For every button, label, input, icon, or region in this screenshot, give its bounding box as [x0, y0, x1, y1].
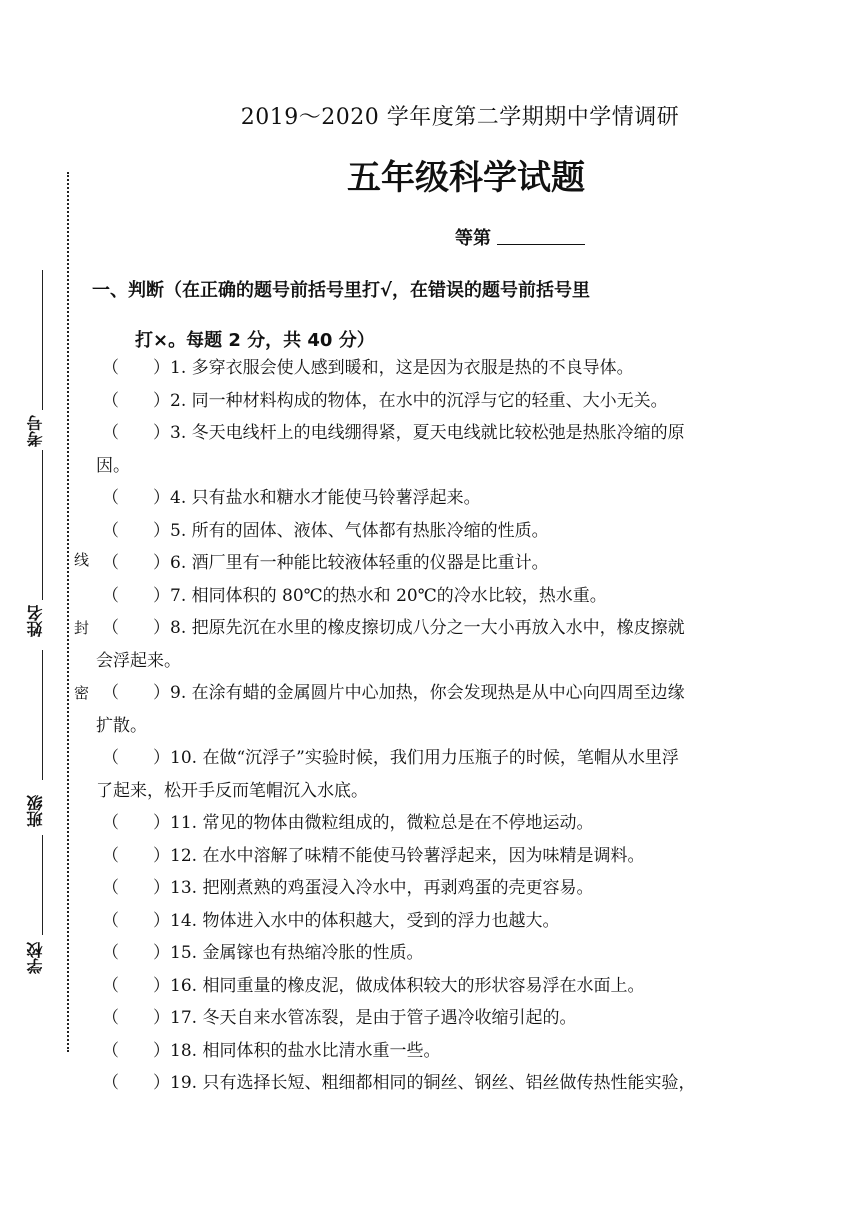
question-text: 14. 物体进入水中的体积越大，受到的浮力也越大。 [170, 910, 560, 931]
question-text: 15. 金属镓也有热缩冷胀的性质。 [170, 943, 424, 963]
question-text: 9. 在涂有蜡的金属圆片中心加热，你会发现热是从中心向四周至边缘 [170, 683, 685, 703]
question-text-continued: 因。 [96, 455, 130, 476]
question-item [102, 937, 770, 970]
question-item [102, 482, 770, 515]
question-item [102, 872, 770, 905]
question-text: 19. 只有选择长短、粗细都相同的铜丝、钢丝、铝丝做传热性能实验， [170, 1073, 696, 1093]
question-item [96, 612, 770, 677]
binding-dotted-line [67, 172, 69, 1052]
answer-parentheses[interactable]: （ ） [102, 878, 170, 898]
question-text: 10. 在做“沉浮子”实验时候，我们用力压瓶子的时候，笔帽从水里浮 [170, 748, 679, 768]
question-text: 8. 把原先沉在水里的橡皮擦切成八分之一大小再放入水中，橡皮擦就 [170, 618, 685, 638]
question-text: 5. 所有的固体、液体、气体都有热胀冷缩的性质。 [170, 520, 549, 541]
seal-word-feng: 封 [72, 620, 90, 635]
question-text: 12. 在水中溶解了味精不能使马铃薯浮起来，因为味精是调料。 [170, 845, 645, 866]
question-item [102, 970, 770, 1003]
question-item [102, 1002, 770, 1035]
answer-parentheses[interactable]: （ ） [102, 390, 170, 411]
section-heading-continued: 打×。每题 2 分，共 40 分） [135, 330, 375, 351]
school-label: 学校 [26, 942, 45, 974]
question-item [102, 1035, 770, 1068]
exam-title: 2019～2020 学年度第二学期期中学情调研 [240, 105, 680, 130]
school-rule [42, 835, 43, 935]
question-item [102, 580, 770, 613]
answer-parentheses[interactable]: （ ） [102, 423, 170, 443]
answer-parentheses[interactable]: （ ） [102, 975, 170, 996]
answer-parentheses[interactable]: （ ） [102, 618, 170, 638]
answer-parentheses[interactable]: （ ） [102, 1040, 170, 1061]
question-item [102, 515, 770, 548]
question-item [102, 352, 770, 385]
question-text: 6. 酒厂里有一种能比较液体轻重的仪器是比重计。 [170, 553, 549, 573]
question-item [102, 385, 770, 418]
seal-word-mi: 密 [72, 685, 90, 700]
seal-word-xian: 线 [72, 552, 90, 567]
answer-parentheses[interactable]: （ ） [102, 358, 170, 378]
question-text: 1. 多穿衣服会使人感到暖和，这是因为衣服是热的不良导体。 [170, 358, 634, 378]
subject-title: 五年级科学试题 [347, 158, 585, 198]
question-item [96, 677, 770, 742]
question-text-continued: 扩散。 [96, 715, 147, 736]
answer-parentheses[interactable]: （ ） [102, 585, 170, 606]
question-text: 11. 常见的物体由微粒组成的，微粒总是在不停地运动。 [170, 813, 594, 833]
question-text: 17. 冬天自来水管冻裂，是由于管子遇冷收缩引起的。 [170, 1008, 577, 1028]
grade-blank-line [497, 244, 585, 245]
grade-label: 等第 [455, 228, 491, 249]
class-rule [42, 650, 43, 780]
answer-parentheses[interactable]: （ ） [102, 748, 170, 768]
question-text: 2. 同一种材料构成的物体，在水中的沉浮与它的轻重、大小无关。 [170, 390, 668, 411]
answer-parentheses[interactable]: （ ） [102, 910, 170, 931]
question-item [96, 742, 770, 807]
answer-parentheses[interactable]: （ ） [102, 943, 170, 963]
question-text: 16. 相同重量的橡皮泥，做成体积较大的形状容易浮在水面上。 [170, 975, 645, 996]
question-text: 3. 冬天电线杆上的电线绷得紧，夏天电线就比较松弛是热胀冷缩的原 [170, 423, 685, 443]
answer-parentheses[interactable]: （ ） [102, 845, 170, 866]
question-text-continued: 了起来，松开手反而笔帽沉入水底。 [96, 780, 368, 801]
exam-number-label: 考号 [26, 415, 45, 447]
question-item [102, 547, 770, 580]
answer-parentheses[interactable]: （ ） [102, 553, 170, 573]
question-item [102, 1067, 770, 1100]
exam-number-rule [42, 270, 43, 410]
question-item [102, 905, 770, 938]
question-text: 18. 相同体积的盐水比清水重一些。 [170, 1040, 441, 1061]
question-item [102, 840, 770, 873]
answer-parentheses[interactable]: （ ） [102, 1073, 170, 1093]
question-text-continued: 会浮起来。 [96, 650, 181, 671]
question-text: 4. 只有盐水和糖水才能使马铃薯浮起来。 [170, 488, 481, 508]
question-item [96, 417, 770, 482]
name-rule [42, 450, 43, 600]
answer-parentheses[interactable]: （ ） [102, 813, 170, 833]
question-text: 7. 相同体积的 80℃的热水和 20℃的冷水比较，热水重。 [170, 585, 607, 606]
answer-parentheses[interactable]: （ ） [102, 488, 170, 508]
answer-parentheses[interactable]: （ ） [102, 1008, 170, 1028]
question-list [96, 352, 770, 1100]
section-heading: 一、判断（在正确的题号前括号里打√，在错误的题号前括号里 [92, 280, 591, 301]
question-text: 13. 把刚煮熟的鸡蛋浸入冷水中，再剥鸡蛋的壳更容易。 [170, 878, 594, 898]
question-item [102, 807, 770, 840]
name-label: 姓名 [26, 605, 45, 637]
answer-parentheses[interactable]: （ ） [102, 683, 170, 703]
class-label: 班级 [26, 795, 45, 827]
answer-parentheses[interactable]: （ ） [102, 520, 170, 541]
